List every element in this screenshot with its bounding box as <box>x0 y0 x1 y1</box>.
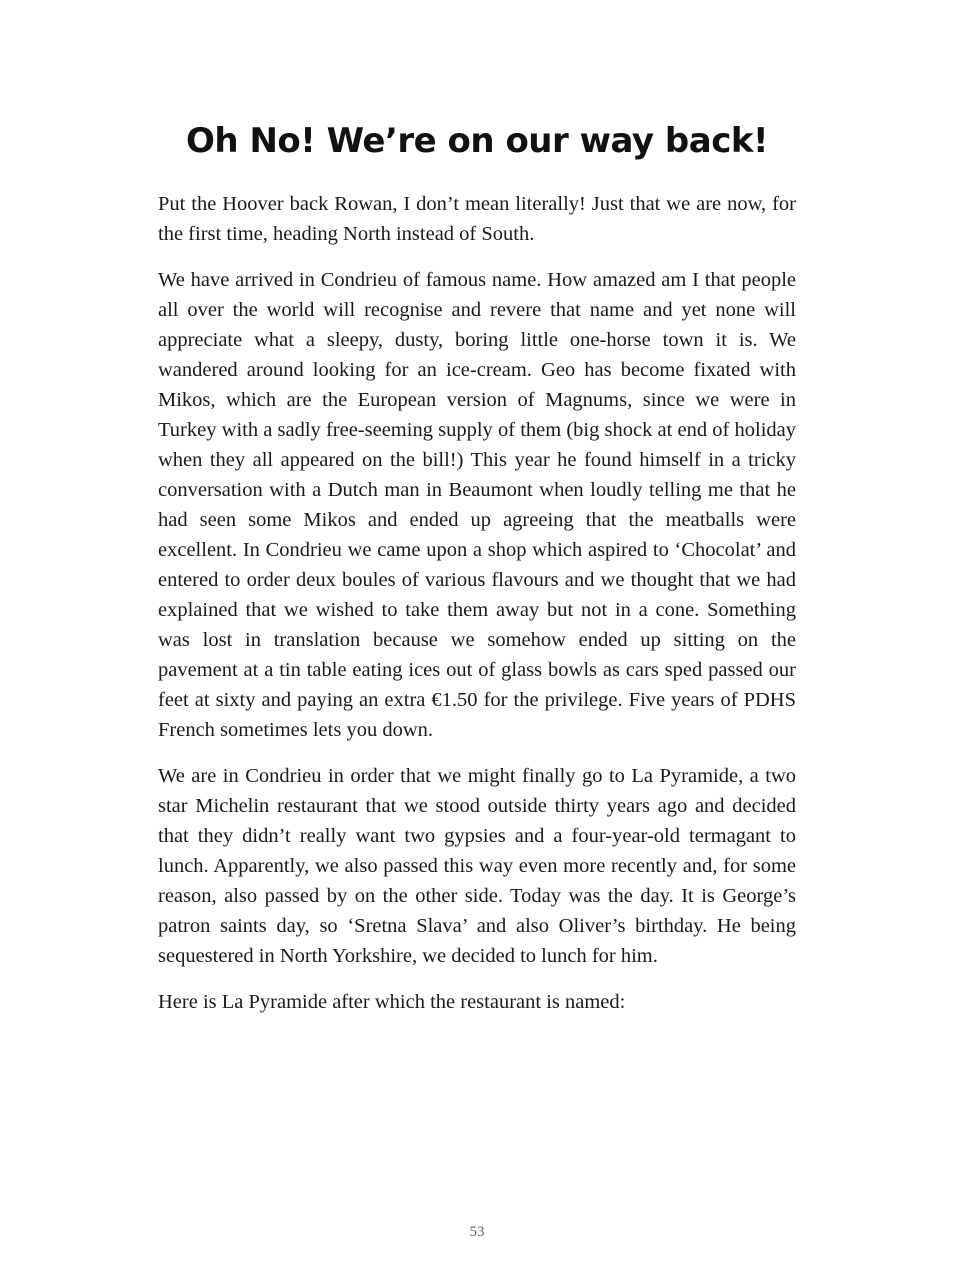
page-number: 53 <box>469 1224 485 1240</box>
paragraph-intro: Put the Hoover back Rowan, I don’t mean literally! Just that we are now, for the first time, heading North instead of South. <box>158 193 796 245</box>
paragraph-la-pyramide: We are in Condrieu in order that we might finally go to La Pyramide, a two star Michelin restaurant that we stood outside thirty years ago and decided that they didn’t really want two gypsies and a four-year-old termagant to lunch. Apparently, we also passed this way even more recently and, for some reason, also passed by on the other side. Today was the day. It is George’s patron saints day, so ‘Sretna Slava’ and also Oliver’s birthday. He being sequestered in North Yorkshire, we decided to lunch for him. <box>158 765 796 967</box>
paragraph-closing: Here is La Pyramide after which the restaurant is named: <box>158 991 626 1013</box>
body-text <box>158 189 796 1033</box>
paragraph-condrieu-ice-cream: We have arrived in Condrieu of famous name. How amazed am I that people all over the world will recognise and revere that name and yet none will appreciate what a sleepy, dusty, boring little one-horse town it is. We wandered around looking for an ice-cream. Geo has become fixated with Mikos, which are the European version of Magnums, since we were in Turkey with a sadly free-seeming supply of them (big shock at end of holiday when they all appeared on the bill!) This year he found himself in a tricky conversation with a Dutch man in Beaumont when loudly telling me that he had seen some Mikos and ended up agreeing that the meatballs were excellent. In Condrieu we came upon a shop which aspired to ‘Chocolat’ and entered to order deux boules of various flavours and we thought that we had explained that we wished to take them away but not in a cone. Something was lost in translation because we somehow ended up sitting on the pavement at a tin table eating ices out of glass bowls as cars sped passed our feet at sixty and paying an extra €1.50 for the privilege. Five years of PDHS French sometimes lets you down. <box>158 269 796 741</box>
page-title: Oh No! We’re on our way back! <box>186 121 768 161</box>
